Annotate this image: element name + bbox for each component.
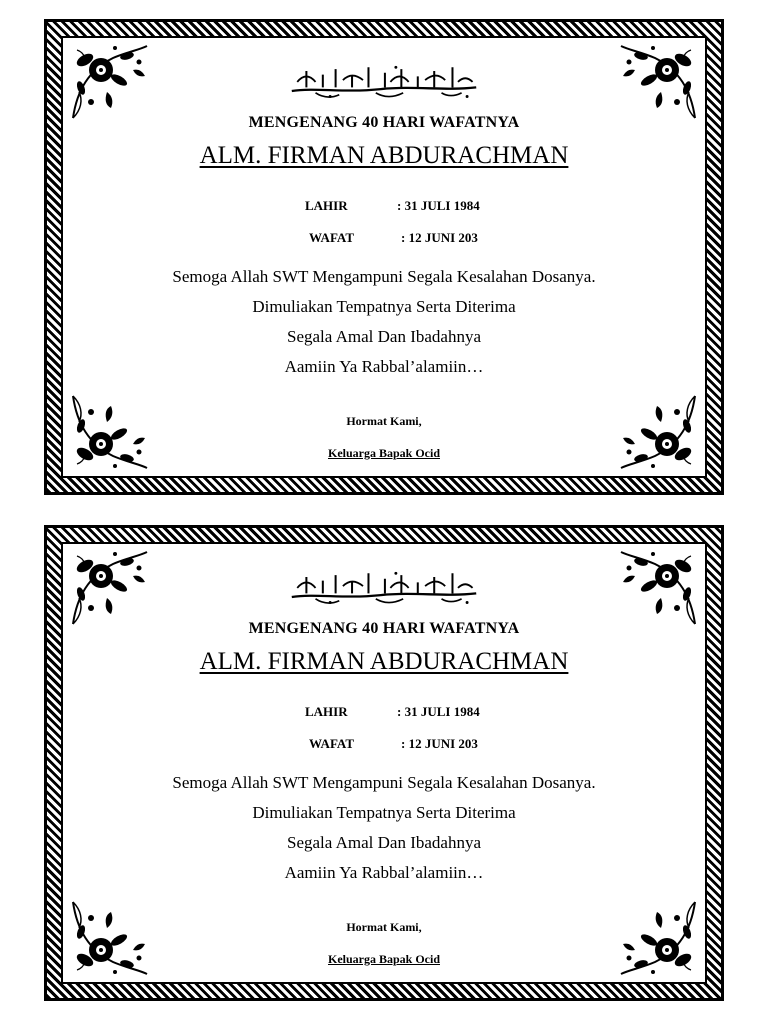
floral-corner-icon [67, 390, 151, 474]
floral-corner-icon [617, 40, 701, 124]
condolence-card [44, 525, 724, 1001]
card-inner-panel [61, 542, 707, 984]
bismillah-calligraphy-icon [279, 60, 489, 102]
prayer-line: Dimuliakan Tempatnya Serta Diterima [252, 803, 516, 822]
prayer-line: Aamiin Ya Rabbal’alamiin… [284, 357, 484, 376]
floral-corner-icon [617, 896, 701, 980]
floral-corner-icon [617, 390, 701, 474]
floral-corner-icon [67, 546, 151, 630]
memorial-heading: MENGENANG 40 HARI WAFATNYA [248, 620, 520, 637]
death-date-row [309, 736, 478, 752]
floral-corner-icon [617, 546, 701, 630]
birth-value: : 31 JULI 1984 [397, 704, 480, 719]
prayer-line: Semoga Allah SWT Mengampuni Segala Kesalahan Dosanya. [172, 267, 596, 286]
prayer-line: Semoga Allah SWT Mengampuni Segala Kesalahan Dosanya. [172, 773, 596, 792]
birth-date-row [305, 704, 480, 720]
death-value: : 12 JUNI 203 [401, 736, 478, 751]
birth-date-row [305, 198, 480, 214]
floral-corner-icon [67, 896, 151, 980]
prayer-text [63, 262, 705, 382]
birth-label: LAHIR [305, 704, 348, 719]
deceased-name: ALM. FIRMAN ABDURACHMAN [199, 648, 569, 675]
deceased-name: ALM. FIRMAN ABDURACHMAN [199, 142, 569, 169]
death-label: WAFAT [309, 230, 355, 245]
bismillah-calligraphy-icon [279, 566, 489, 608]
family-signature: Keluarga Bapak Ocid [327, 952, 440, 966]
death-value: : 12 JUNI 203 [401, 230, 478, 245]
prayer-line: Aamiin Ya Rabbal’alamiin… [284, 863, 484, 882]
prayer-text [63, 768, 705, 888]
death-date-row [309, 230, 478, 246]
prayer-line: Dimuliakan Tempatnya Serta Diterima [252, 297, 516, 316]
family-signature: Keluarga Bapak Ocid [327, 446, 440, 460]
birth-label: LAHIR [305, 198, 348, 213]
memorial-heading: MENGENANG 40 HARI WAFATNYA [248, 114, 520, 131]
prayer-line: Segala Amal Dan Ibadahnya [286, 327, 481, 346]
death-label: WAFAT [309, 736, 355, 751]
condolence-card [44, 19, 724, 495]
floral-corner-icon [67, 40, 151, 124]
birth-value: : 31 JULI 1984 [397, 198, 480, 213]
regards-text: Hormat Kami, [346, 414, 422, 428]
regards-text: Hormat Kami, [346, 920, 422, 934]
card-inner-panel [61, 36, 707, 478]
prayer-line: Segala Amal Dan Ibadahnya [286, 833, 481, 852]
